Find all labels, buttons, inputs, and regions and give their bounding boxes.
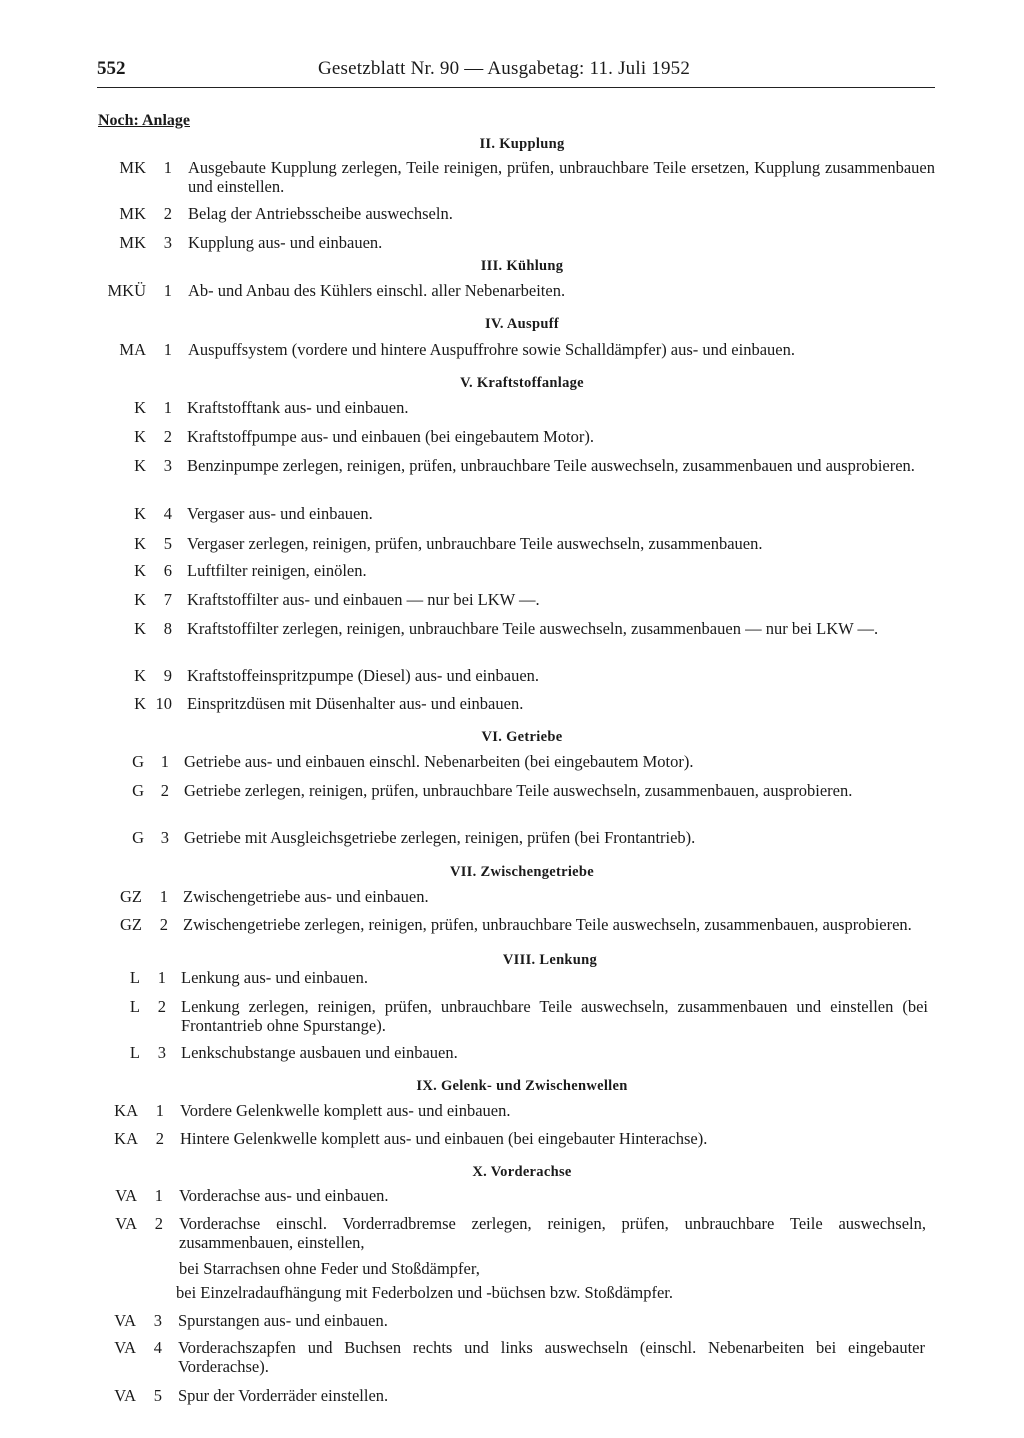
item-number: 2	[155, 1129, 164, 1148]
item-text: Getriebe zerlegen, reinigen, prüfen, unbrauchbare Teile auswechseln, zusammenbauen, ausprobieren.	[184, 781, 853, 800]
item-code: MA	[119, 340, 146, 359]
item-text: Kupplung aus- und einbauen.	[188, 233, 383, 252]
item-text: Auspuffsystem (vordere und hintere Auspuffrohre sowie Schalldämpfer) aus- und einbauen.	[188, 340, 795, 359]
item-text: Kraftstoffpumpe aus- und einbauen (bei eingebautem Motor).	[187, 427, 595, 446]
item-number: 3	[163, 233, 172, 252]
page-header-title: Gesetzblatt Nr. 90 — Ausgabetag: 11. Juli 1952	[318, 58, 691, 79]
item-text: Vorderachszapfen und Buchsen rechts und links auswechseln (einschl. Nebenarbeiten bei eingebauter Vorderachse).	[178, 1338, 925, 1376]
section-title: IV. Auspuff	[485, 316, 559, 332]
item-text: Benzinpumpe zerlegen, reinigen, prüfen, unbrauchbare Teile auswechseln, zusammenbauen und ausprobieren.	[187, 456, 915, 475]
item-code: L	[129, 1043, 140, 1062]
item-number: 1	[160, 752, 169, 771]
section-title: VII. Zwischengetriebe	[449, 864, 595, 880]
item-number: 1	[163, 398, 172, 417]
item-text: Lenkung zerlegen, reinigen, prüfen, unbrauchbare Teile auswechseln, zusammenbauen und einstellen (bei Frontantrieb ohne Spurstange).	[181, 997, 928, 1035]
section-title: V. Kraftstoffanlage	[460, 375, 584, 391]
item-number: 1	[163, 158, 172, 177]
item-code: VA	[114, 1386, 136, 1405]
item-number: 2	[154, 1214, 163, 1233]
item-code: VA	[115, 1214, 137, 1233]
section-title: IX. Gelenk- und Zwischenwellen	[416, 1078, 628, 1094]
item-code: VA	[115, 1186, 137, 1205]
item-text: Kraftstoffilter zerlegen, reinigen, unbrauchbare Teile auswechseln, zusammenbauen — nur bei LKW —.	[187, 619, 879, 638]
item-code: K	[134, 694, 146, 713]
item-code: K	[134, 534, 146, 553]
item-number: 1	[159, 887, 168, 906]
item-text: Vergaser zerlegen, reinigen, prüfen, unbrauchbare Teile auswechseln, zusammenbauen.	[187, 534, 763, 553]
item-text: Einspritzdüsen mit Düsenhalter aus- und einbauen.	[187, 694, 524, 713]
item-text: Lenkschubstange ausbauen und einbauen.	[181, 1043, 458, 1062]
item-code: VA	[114, 1311, 136, 1330]
item-code: K	[134, 619, 146, 638]
item-number: 3	[163, 456, 172, 475]
item-subtext: bei Starrachsen ohne Feder und Stoßdämpfer,	[179, 1259, 480, 1278]
item-text: Zwischengetriebe zerlegen, reinigen, prüfen, unbrauchbare Teile auswechseln, zusammenbauen, ausprobieren.	[183, 915, 912, 934]
item-number: 1	[155, 1101, 164, 1120]
item-number: 10	[155, 694, 172, 713]
item-number: 5	[153, 1386, 162, 1405]
annex-label: Noch: Anlage	[98, 112, 190, 129]
item-number: 1	[154, 1186, 163, 1205]
item-code: G	[132, 752, 144, 771]
item-code: K	[134, 666, 146, 685]
item-text: Spur der Vorderräder einstellen.	[178, 1386, 389, 1405]
item-code: MK	[119, 233, 146, 252]
section-title: III. Kühlung	[480, 258, 564, 274]
item-number: 2	[157, 997, 166, 1016]
item-number: 8	[163, 619, 172, 638]
item-text: Zwischengetriebe aus- und einbauen.	[183, 887, 429, 906]
item-code: K	[134, 398, 146, 417]
item-code: K	[134, 561, 146, 580]
item-number: 1	[163, 340, 172, 359]
item-code: G	[132, 781, 144, 800]
item-text: Kraftstoffeinspritzpumpe (Diesel) aus- und einbauen.	[187, 666, 540, 685]
section-title: VIII. Lenkung	[502, 952, 598, 968]
item-code: K	[134, 504, 146, 523]
item-text: Getriebe aus- und einbauen einschl. Nebenarbeiten (bei eingebautem Motor).	[184, 752, 694, 771]
item-number: 4	[153, 1338, 162, 1357]
item-number: 9	[163, 666, 172, 685]
item-number: 7	[163, 590, 172, 609]
item-text: Ausgebaute Kupplung zerlegen, Teile reinigen, prüfen, unbrauchbare Teile ersetzen, Kupplung zusammenbauen und einstellen.	[188, 158, 935, 196]
item-number: 2	[163, 204, 172, 223]
item-code: K	[134, 427, 146, 446]
item-number: 6	[163, 561, 172, 580]
item-number: 5	[163, 534, 172, 553]
section-title: II. Kupplung	[479, 136, 565, 152]
item-text: Kraftstofftank aus- und einbauen.	[187, 398, 409, 417]
item-code: K	[134, 590, 146, 609]
item-number: 1	[163, 281, 172, 300]
item-code: L	[129, 997, 140, 1016]
item-text: Getriebe mit Ausgleichsgetriebe zerlegen, reinigen, prüfen (bei Frontantrieb).	[184, 828, 696, 847]
item-code: MK	[119, 158, 146, 177]
item-code: KA	[114, 1101, 138, 1120]
item-code: MK	[119, 204, 146, 223]
item-subtext: bei Einzelradaufhängung mit Federbolzen und -büchsen bzw. Stoßdämpfer.	[176, 1283, 673, 1302]
page-number: 552	[97, 58, 126, 79]
item-code: MKÜ	[107, 281, 146, 300]
item-text: Vorderachse aus- und einbauen.	[179, 1186, 389, 1205]
item-number: 4	[163, 504, 172, 523]
item-code: VA	[114, 1338, 136, 1357]
item-code: GZ	[120, 887, 142, 906]
item-code: KA	[114, 1129, 138, 1148]
item-number: 1	[157, 968, 166, 987]
section-title: VI. Getriebe	[481, 729, 563, 745]
item-number: 3	[160, 828, 169, 847]
item-text: Vorderachse einschl. Vorderradbremse zerlegen, reinigen, prüfen, unbrauchbare Teile auswechseln, zusammenbauen, einstellen,	[179, 1214, 926, 1252]
item-number: 2	[163, 427, 172, 446]
item-code: L	[129, 968, 140, 987]
item-number: 2	[160, 781, 169, 800]
item-text: Luftfilter reinigen, einölen.	[187, 561, 367, 580]
item-code: GZ	[120, 915, 142, 934]
section-title: X. Vorderachse	[472, 1164, 572, 1180]
item-number: 2	[159, 915, 168, 934]
item-code: K	[134, 456, 146, 475]
header-rule	[97, 87, 935, 88]
item-text: Hintere Gelenkwelle komplett aus- und einbauen (bei eingebauter Hinterachse).	[180, 1129, 708, 1148]
item-text: Belag der Antriebsscheibe auswechseln.	[188, 204, 453, 223]
item-text: Lenkung aus- und einbauen.	[181, 968, 368, 987]
item-text: Kraftstoffilter aus- und einbauen — nur bei LKW —.	[187, 590, 540, 609]
item-number: 3	[153, 1311, 162, 1330]
item-text: Spurstangen aus- und einbauen.	[178, 1311, 388, 1330]
item-text: Vergaser aus- und einbauen.	[187, 504, 373, 523]
item-text: Ab- und Anbau des Kühlers einschl. aller Nebenarbeiten.	[188, 281, 566, 300]
item-number: 3	[157, 1043, 166, 1062]
item-text: Vordere Gelenkwelle komplett aus- und einbauen.	[180, 1101, 511, 1120]
item-code: G	[132, 828, 144, 847]
